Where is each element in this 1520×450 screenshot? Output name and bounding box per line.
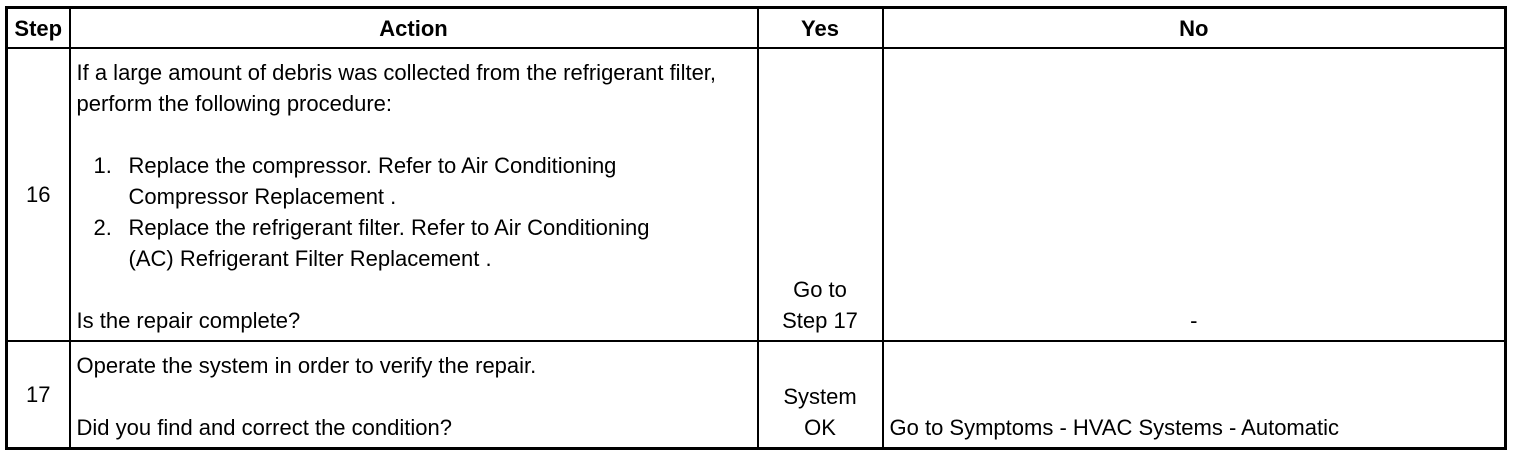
yes-result — [758, 48, 883, 341]
yes-result-line: OK — [804, 415, 836, 440]
list-item-link-text: (AC) Refrigerant Filter Replacement . — [128, 246, 492, 271]
table-row — [7, 48, 1506, 341]
action-question: Did you find and correct the condition? — [76, 415, 452, 440]
yes-column-header: Yes — [758, 8, 883, 49]
yes-result-line: System — [783, 384, 857, 409]
yes-result — [758, 341, 883, 449]
list-item-text: Replace the compressor. Refer to Air Conditioning — [128, 153, 617, 178]
action-cell — [70, 341, 758, 449]
procedure-list — [77, 150, 753, 274]
action-question: Is the repair complete? — [76, 308, 301, 333]
yes-result-line: Step 17 — [782, 308, 858, 333]
list-item-number: 1. — [93, 153, 112, 178]
step-number: 16 — [7, 48, 70, 341]
list-item — [77, 212, 753, 274]
table-row — [7, 341, 1506, 449]
yes-result-line: Go to — [793, 277, 847, 302]
table-header-row — [7, 8, 1506, 49]
list-item-number: 2. — [93, 215, 112, 240]
action-column-header: Action — [70, 8, 758, 49]
step-number: 17 — [7, 341, 70, 449]
no-result: Go to Symptoms - HVAC Systems - Automatic — [883, 341, 1506, 449]
list-item-text: Replace the refrigerant filter. Refer to Air Conditioning — [128, 215, 650, 240]
action-intro: If a large amount of debris was collected from the refrigerant filter, perform the following procedure: — [76, 60, 717, 116]
diagnostic-step-table — [5, 6, 1507, 450]
action-cell — [70, 48, 758, 341]
list-item — [77, 150, 753, 212]
list-item-link-text: Compressor Replacement . — [128, 184, 397, 209]
step-column-header: Step — [7, 8, 70, 49]
no-column-header: No — [883, 8, 1506, 49]
no-result: - — [883, 48, 1506, 341]
action-intro: Operate the system in order to verify the repair. — [76, 353, 537, 378]
